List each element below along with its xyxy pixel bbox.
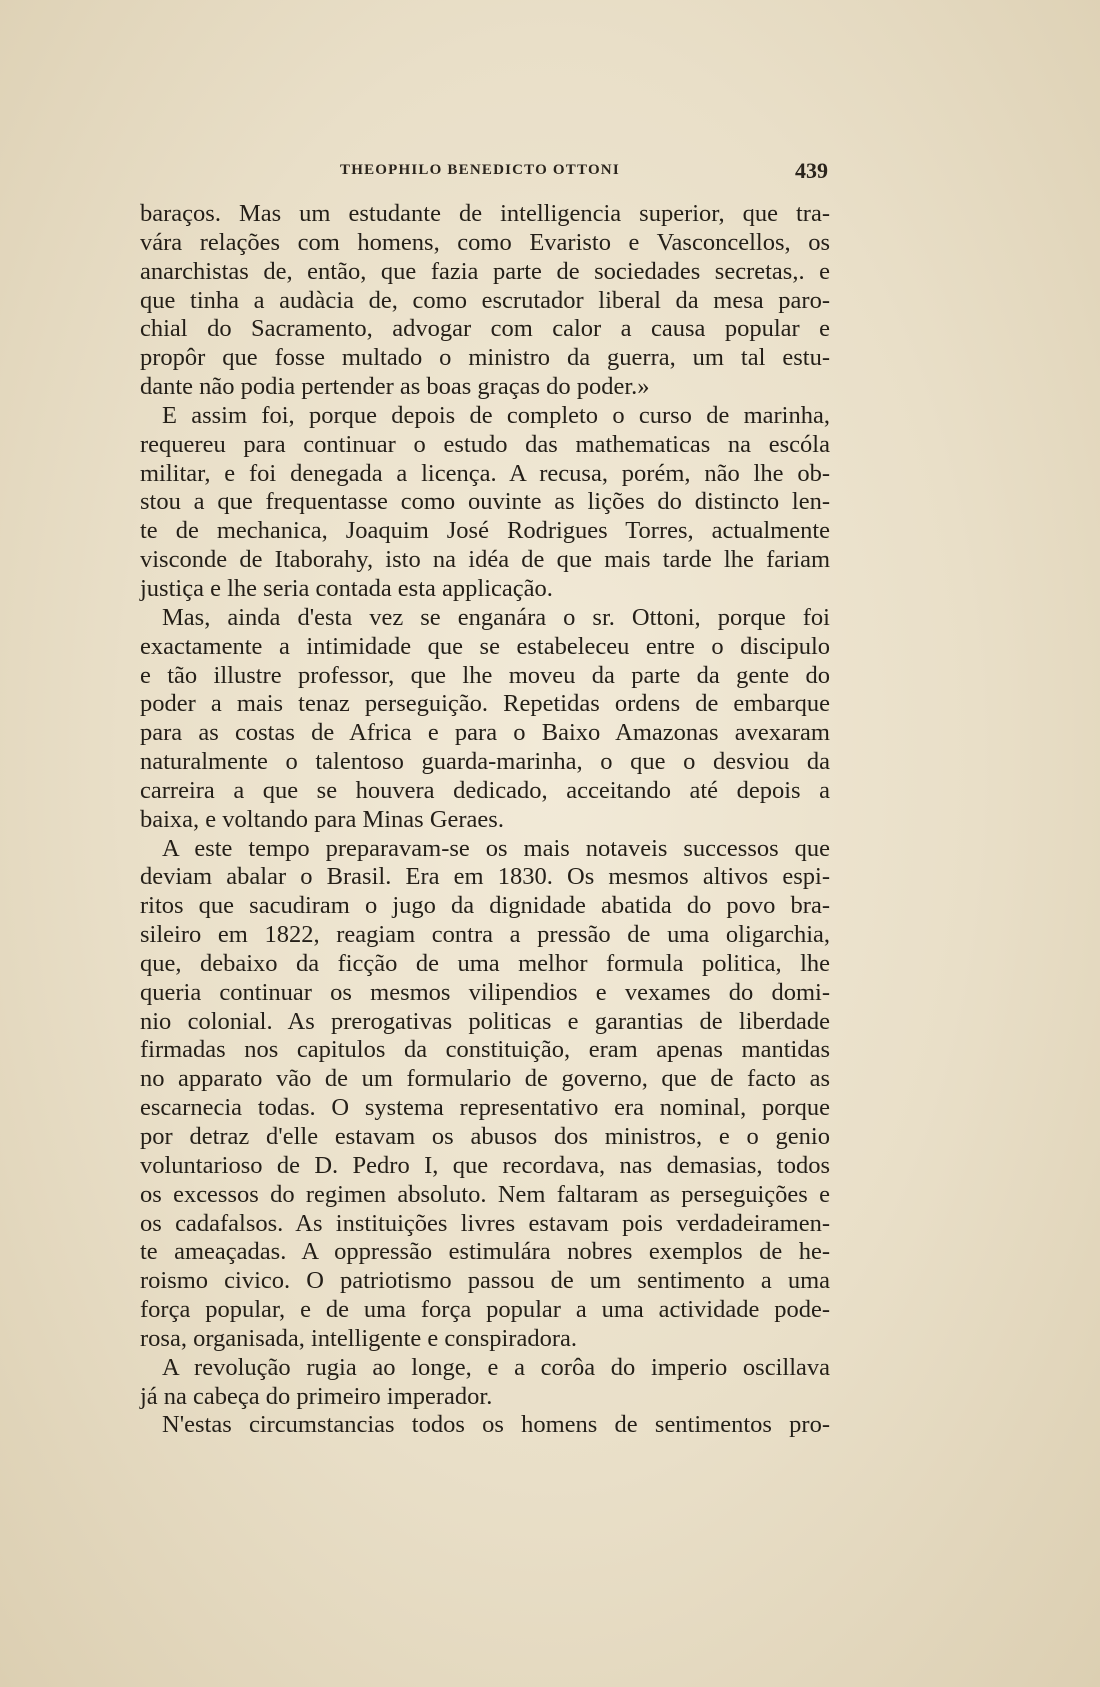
text-line: militar, e foi denegada a licença. A recusa, porém, não lhe ob- <box>140 459 830 487</box>
text-line: os excessos do regimen absoluto. Nem faltaram as perseguições e <box>140 1180 830 1208</box>
text-line: vára relações com homens, como Evaristo e Vasconcellos, os <box>140 228 830 256</box>
text-line: poder a mais tenaz perseguição. Repetidas ordens de embarque <box>140 690 830 718</box>
text-line: roismo civico. O patriotismo passou de um sentimento a uma <box>140 1267 830 1295</box>
text-line: dante não podia pertender as boas graças do poder.» <box>140 373 650 401</box>
text-line: rosa, organisada, intelligente e conspiradora. <box>140 1324 577 1352</box>
text-line: os cadafalsos. As instituições livres estavam pois verdadeiramen- <box>140 1209 830 1237</box>
text-line: e tão illustre professor, que lhe moveu da parte da gente do <box>140 661 830 689</box>
text-line: anarchistas de, então, que fazia parte de sociedades secretas,. e <box>140 257 830 285</box>
text-line: força popular, e de uma força popular a uma actividade pode- <box>140 1296 830 1324</box>
text-line: escarnecia todas. O systema representativo era nominal, porque <box>140 1094 830 1122</box>
paragraph <box>140 402 830 604</box>
paragraph <box>140 200 830 402</box>
text-line: nio colonial. As prerogativas politicas e garantias de liberdade <box>140 1007 830 1035</box>
text-line: A revolução rugia ao longe, e a corôa do imperio oscillava <box>162 1353 830 1381</box>
page-number: 439 <box>795 158 828 183</box>
text-line: voluntarioso de D. Pedro I, que recordava, nas demasias, todos <box>140 1151 830 1179</box>
running-head <box>140 158 830 182</box>
text-line: queria continuar os mesmos vilipendios e vexames do domi- <box>140 978 830 1006</box>
text-line: sileiro em 1822, reagiam contra a pressão de uma oligarchia, <box>140 921 830 949</box>
text-line: já na cabeça do primeiro imperador. <box>140 1382 493 1410</box>
text-line: N'estas circumstancias todos os homens de sentimentos pro- <box>162 1411 830 1439</box>
text-line: A este tempo preparavam-se os mais notaveis successos que <box>162 834 830 862</box>
body-text <box>140 200 830 1440</box>
text-line: que, debaixo da ficção de uma melhor formula politica, lhe <box>140 949 830 977</box>
text-line: baixa, e voltando para Minas Geraes. <box>140 805 504 833</box>
text-line: propôr que fosse multado o ministro da guerra, um tal estu- <box>140 344 830 372</box>
paragraph <box>140 604 830 835</box>
text-line: visconde de Itaborahy, isto na idéa de que mais tarde lhe fariam <box>140 546 830 574</box>
paragraph <box>140 835 830 1354</box>
text-line: no apparato vão de um formulario de governo, que de facto as <box>140 1065 830 1093</box>
text-line: baraços. Mas um estudante de intelligencia superior, que tra- <box>140 200 830 227</box>
paragraph <box>140 1354 830 1412</box>
text-line: que tinha a audàcia de, como escrutador liberal da mesa paro- <box>140 286 830 314</box>
text-line: requereu para continuar o estudo das mathematicas na escóla <box>140 430 830 458</box>
text-line: naturalmente o talentoso guarda-marinha, o que o desviou da <box>140 748 830 776</box>
paragraph <box>140 1411 830 1440</box>
text-line: para as costas de Africa e para o Baixo Amazonas avexaram <box>140 719 830 747</box>
text-line: firmadas nos capitulos da constituição, eram apenas mantidas <box>140 1036 830 1064</box>
running-title: THEOPHILO BENEDICTO OTTONI <box>340 162 620 178</box>
text-line: justiça e lhe seria contada esta applicação. <box>140 574 553 602</box>
text-line: deviam abalar o Brasil. Era em 1830. Os mesmos altivos espi- <box>140 863 830 891</box>
text-line: exactamente a intimidade que se estabeleceu entre o discipulo <box>140 632 830 660</box>
text-line: chial do Sacramento, advogar com calor a causa popular e <box>140 315 830 343</box>
text-line: te de mechanica, Joaquim José Rodrigues Torres, actualmente <box>140 517 830 545</box>
text-line: te ameaçadas. A oppressão estimulára nobres exemplos de he- <box>140 1238 830 1266</box>
text-line: Mas, ainda d'esta vez se enganára o sr. Ottoni, porque foi <box>162 603 830 631</box>
text-line: por detraz d'elle estavam os abusos dos ministros, e o genio <box>140 1123 830 1150</box>
text-line: carreira a que se houvera dedicado, acceitando até depois a <box>140 776 830 804</box>
text-line: ritos que sacudiram o jugo da dignidade abatida do povo bra- <box>140 892 830 920</box>
text-line: E assim foi, porque depois de completo o curso de marinha, <box>162 401 830 429</box>
text-line: stou a que frequentasse como ouvinte as lições do distincto len- <box>140 488 830 516</box>
